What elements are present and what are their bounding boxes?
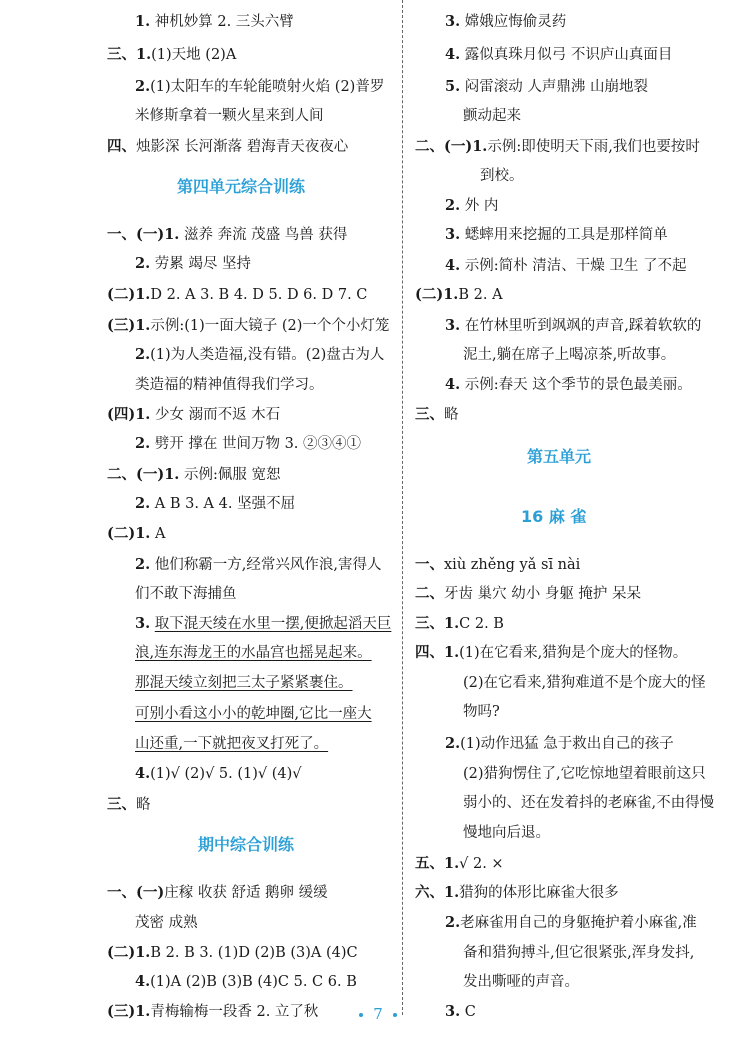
answer-line: 三、略 (107, 796, 151, 813)
answer-line: 三、略 (415, 406, 459, 423)
answer-line: (二)1.D 2. A 3. B 4. D 5. D 6. D 7. C (107, 286, 368, 303)
answer-line: (四)1. 少女 溺而不返 木石 (107, 406, 281, 423)
answer-line: 4.(1)A (2)B (3)B (4)C 5. C 6. B (135, 973, 357, 990)
answer-line: 3. 蟋蟀用来挖掘的工具是那样简单 (445, 226, 668, 243)
footer-dot (359, 1013, 363, 1017)
answer-line: (二)1.B 2. B 3. (1)D (2)B (3)A (4)C (107, 944, 358, 961)
answer-line: 弱小的、还在发着抖的老麻雀,不由得慢 (463, 795, 715, 811)
answer-line: 2.老麻雀用自己的身躯掩护着小麻雀,准 (445, 914, 697, 931)
answer-line: (二)1. A (107, 525, 166, 542)
page-number: 7 (373, 1005, 383, 1023)
answer-line: 物吗? (463, 704, 500, 720)
answer-line: 3. C (445, 1003, 476, 1020)
answer-line: 2. 外 内 (445, 197, 499, 214)
lesson-heading: 16 麻 雀 (521, 507, 587, 526)
answer-line: 2. 劈开 撑在 世间万物 3. ②③④① (135, 435, 362, 452)
answer-line: 可别小看这小小的乾坤圈,它比一座大 (135, 706, 372, 722)
answer-line: 类造福的精神值得我们学习。 (135, 377, 324, 393)
answer-line: 三、1.C 2. B (415, 615, 504, 632)
answer-line: 二、牙齿 巢穴 幼小 身躯 掩护 呆呆 (415, 585, 642, 602)
answer-line: 山还重,一下就把夜叉打死了。 (135, 736, 329, 752)
answer-line: 米修斯拿着一颗火星来到人间 (135, 108, 324, 124)
answer-line: 泥土,躺在席子上喝凉茶,听故事。 (463, 347, 676, 363)
answer-line: 4.(1)√ (2)√ 5. (1)√ (4)√ (135, 765, 302, 782)
section-heading-midterm: 期中综合训练 (198, 835, 295, 854)
answer-line: 三、1.(1)天地 (2)A (107, 46, 237, 63)
answer-line: 发出嘶哑的声音。 (463, 974, 579, 990)
answer-line: 一、xiù zhěng yǎ sī nài (415, 556, 581, 573)
answer-line: 4. 示例:春天 这个季节的景色最美丽。 (445, 376, 692, 393)
column-divider (402, 0, 403, 1015)
answer-line: (2)猎狗愣住了,它吃惊地望着眼前这只 (463, 766, 706, 782)
answer-line: 到校。 (480, 168, 524, 184)
answer-line: 那混天绫立刻把三太子紧紧裹住。 (135, 675, 353, 691)
answer-line: 浪,连东海龙王的水晶宫也摇晃起来。 (135, 645, 372, 661)
section-heading-unit4: 第四单元综合训练 (177, 177, 306, 196)
answer-line: 一、(一)庄稼 收获 舒适 鹅卵 缓缓 (107, 884, 328, 901)
answer-line: 一、(一)1. 滋养 奔流 茂盛 鸟兽 获得 (107, 226, 348, 243)
answer-line: 2.(1)动作迅猛 急于救出自己的孩子 (445, 735, 674, 752)
answer-line: 六、1.猎狗的体形比麻雀大很多 (415, 884, 619, 901)
answer-line: 2. 他们称霸一方,经常兴风作浪,害得人 (135, 556, 382, 573)
answer-line: 5. 闷雷滚动 人声鼎沸 山崩地裂 (445, 78, 648, 95)
answer-line: 3. 在竹林里听到飒飒的声音,踩着软软的 (445, 317, 702, 334)
answer-line: 茂密 成熟 (135, 915, 198, 931)
answer-line: 慢地向后退。 (463, 825, 550, 841)
page-footer (0, 1005, 756, 1023)
answer-line: 4. 示例:简朴 清洁、干燥 卫生 了不起 (445, 257, 687, 274)
answer-line: 二、(一)1. 示例:佩服 宽恕 (107, 466, 281, 483)
footer-dot (393, 1013, 397, 1017)
answer-line: 2.(1)为人类造福,没有错。(2)盘古为人 (135, 346, 385, 363)
answer-line: 四、1.(1)在它看来,猎狗是个庞大的怪物。 (415, 644, 688, 661)
answer-line: 二、(一)1.示例:即使明天下雨,我们也要按时 (415, 138, 700, 155)
answer-line: 3. 嫦娥应悔偷灵药 (445, 13, 567, 30)
answer-line: 四、烛影深 长河渐落 碧海青天夜夜心 (107, 138, 349, 155)
answer-line: 3. 取下混天绫在水里一摆,便掀起滔天巨 (135, 615, 392, 632)
answer-line: 们不敢下海捕鱼 (135, 586, 237, 602)
answer-line: 2.(1)太阳车的车轮能喷射火焰 (2)普罗 (135, 78, 385, 95)
unit-heading: 第五单元 (527, 447, 592, 466)
answer-line: (三)1.青梅输梅一段香 2. 立了秋 (107, 1003, 319, 1020)
answer-line: (2)在它看来,猎狗难道不是个庞大的怪 (463, 675, 706, 691)
answer-line: (二)1.B 2. A (415, 286, 503, 303)
answer-line: 4. 露似真珠月似弓 不识庐山真面目 (445, 46, 673, 63)
answer-line: 颤动起来 (463, 108, 521, 124)
answer-line: 五、1.√ 2. × (415, 855, 504, 872)
answer-line: 2. A B 3. A 4. 坚强不屈 (135, 495, 296, 512)
answer-line: 备和猎狗搏斗,但它很紧张,浑身发抖, (463, 945, 695, 961)
answer-line: 1. 神机妙算 2. 三头六臂 (135, 13, 294, 30)
answer-line: (三)1.示例:(1)一面大镜子 (2)一个个小灯笼 (107, 317, 390, 334)
answer-line: 2. 劳累 竭尽 坚持 (135, 255, 251, 272)
